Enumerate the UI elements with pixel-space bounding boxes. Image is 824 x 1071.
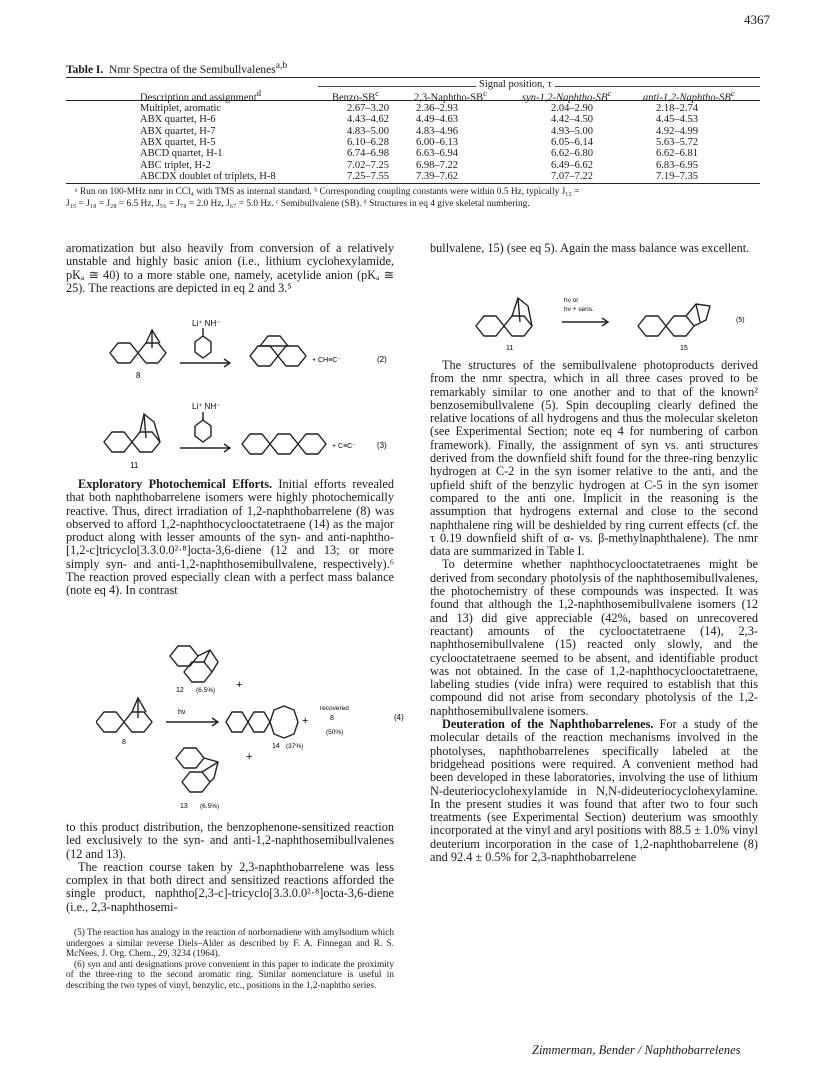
table-cell-description: ABC triplet, H-2 <box>140 159 211 171</box>
table-top-rule <box>66 77 760 78</box>
right-col-paragraph-3: To determine whether naphthocyclooctatetraenes might be derived from secondary photolysis of the naphthosemibullvalenes, the photochemistry of these compounds was inspected. It was found that although the 1,2-naphthosemibullvalene isomers (12 and 13) did give appreciable (42%, based on unrecovered reactant) amounts of the cyclooctatetraene (14), 2,3-naphthosemibullvalene (15) reacted only slowly, and the cyclooctatetraene seemed to be absent, and identifiable product was not obtained. In the case of 1,2-naphthocyclooctatetraene, labeling studies (vide infra) were required to establish that this compound did not arise from secondary photolysis of the 1,2-naphthosemibullvalene isomers. <box>430 557 758 718</box>
eq4-recovered-yield: (50%) <box>326 729 344 736</box>
eq5-number: (5) <box>736 317 745 324</box>
eq4-recovered-8: 8 <box>330 715 334 722</box>
eq4-number: (4) <box>394 713 404 722</box>
equation-2-drawing <box>100 318 400 388</box>
table-cell-value: 2.18–2.74 <box>656 103 698 114</box>
table-cell-value: 7.19–7.35 <box>656 170 698 182</box>
table-cell-value: 7.07–7.22 <box>551 170 593 182</box>
eq4-13-yield: (6.5%) <box>200 803 220 810</box>
eq3-compound-label: 11 <box>130 461 139 470</box>
table-cell-value: 6.62–6.81 <box>656 148 698 160</box>
table-cell-value: 5.63–5.72 <box>656 136 698 148</box>
table-cell-description: ABX quartet, H-7 <box>140 125 216 137</box>
eq3-byproduct: + C≡C⁻ <box>332 443 356 450</box>
col-header-2: syn-$1,2-Naphtho-SB^c$ <box>522 88 612 104</box>
eq2-compound-label: 8 <box>136 371 141 380</box>
table-label: Table I. <box>66 63 104 76</box>
table-cell-description: ABX quartet, H-6 <box>140 114 216 126</box>
section-head-deuteration: Deuteration of the Naphthobarrelenes. <box>442 717 654 732</box>
table-cell-description: ABCD quartet, H-1 <box>140 148 223 160</box>
table-cell-value: 6.83–6.95 <box>656 159 698 171</box>
eq4-13-label: 13 <box>180 803 188 810</box>
eq4-14-yield: (37%) <box>286 743 304 750</box>
equation-3-drawing <box>100 400 400 472</box>
table-cell-description: ABX quartet, H-5 <box>140 136 216 148</box>
table-cell-value: 7.02–7.25 <box>347 159 389 171</box>
eq4-8-label: 8 <box>122 739 126 746</box>
equation-5-drawing <box>474 282 764 354</box>
eq4-plus-mid: + <box>302 715 309 727</box>
table-cell-value: 7.39–7.62 <box>416 170 458 182</box>
col-header-0: Benzo-$SB^c$ <box>332 88 380 104</box>
footnote-6: (6) syn and anti designations prove convenient in this paper to indicate the proximity of the three-ring to the second aromatic ring. Similar nomenclature is useful in describing the two types of vinyl, benzylic, etc., positions in the 1,2-naphtho series. <box>66 959 394 991</box>
table-bottom-rule <box>66 183 760 184</box>
table-footnote-2: J₁₅ = J₁₈ = J₂₈ = 6.5 Hz, J₅₆ = J₇₈ = 2.0 Hz, J₆₇ = 5.0 Hz. ᶜ Semibullvalene (SB). ᵈ Structures in eq 4 give skeletal numbering. <box>66 199 530 209</box>
table-cell-value: 4.92–4.99 <box>656 125 698 137</box>
eq4-14-label: 14 <box>272 743 280 750</box>
section-head-photochemical: Exploratory Photochemical Efforts. <box>78 477 273 491</box>
equation-4-scheme <box>96 632 416 812</box>
table-title: Table I. Nmr Spectra of the Semibullvalenes$^{a,b}$ <box>66 60 288 76</box>
footnote-5: (5) The reaction has analogy in the reaction of norbornadiene with amylsodium which undergoes a similar reverse Diels–Alder as described by F. A. Finnegan and R. S. McNees, J. Org. Chem., 29, 3234 (1964). <box>66 928 394 960</box>
table-cell-value: 6.62–6.80 <box>551 148 593 160</box>
left-col-paragraph-4: The reaction course taken by 2,3-naphthobarrelene was less complex in that both direct and sensitized reactions afforded the single product, naphtho[2,3-c]-tricyclo[3.3.0.0²·⁸]octa-3,6-diene (i.e., 2,3-naphthosemi- <box>66 859 394 914</box>
eq5-condition-1: hν or <box>564 297 579 304</box>
right-col-paragraph-1: bullvalene, 15) (see eq 5). Again the mass balance was excellent. <box>430 241 750 255</box>
equation-2-scheme <box>100 318 400 388</box>
eq4-plus-top: + <box>236 679 243 691</box>
eq2-number: (2) <box>377 355 387 364</box>
table-cell-value: 4.83–4.96 <box>416 125 458 137</box>
table-cell-value: 4.45–4.53 <box>656 114 698 126</box>
col-header-3: anti-$1,2-Naphtho-SB^c$ <box>643 88 735 104</box>
table-cell-value: 6.05–6.14 <box>551 136 593 148</box>
table-title-text: Nmr Spectra of the Semibullvalenes <box>109 63 276 76</box>
left-col-footnotes <box>66 928 394 992</box>
table-cell-value: 6.74–6.98 <box>347 148 389 160</box>
equation-5-scheme <box>474 282 764 354</box>
eq2-reagent: Li⁺ NH⁻ <box>192 319 221 328</box>
signal-position-header: Signal position, τ <box>476 79 555 90</box>
table-cell-description: ABCDX doublet of triplets, H-8 <box>140 170 276 182</box>
eq4-hv: hν <box>178 709 186 716</box>
table-cell-value: 2.67–3.20 <box>347 103 389 114</box>
running-footer: Zimmerman, Bender / Naphthobarrelenes <box>532 1043 741 1057</box>
table-cell-value: 6.98–7.22 <box>416 159 458 171</box>
table-cell-value: 4.49–4.63 <box>416 114 458 126</box>
eq4-12-label: 12 <box>176 687 184 694</box>
table-cell-value: 6.49–6.62 <box>551 159 593 171</box>
eq5-15-label: 15 <box>680 345 688 352</box>
equation-3-scheme <box>100 400 400 472</box>
table-cell-value: 4.42–4.50 <box>551 114 593 126</box>
table-cell-description: Multiplet, aromatic <box>140 103 222 114</box>
eq4-12-yield: (6.5%) <box>196 687 216 694</box>
table-footnote-1: ᵃ Run on 100-MHz nmr in CCl₄ with TMS as internal standard. ᵇ Corresponding coupling constants were within 0.5 Hz, typically J₁₂ = <box>75 187 580 197</box>
table-cell-value: 6.10–6.28 <box>347 136 389 148</box>
page-number: 4367 <box>744 12 770 27</box>
table-cell-value: 2.36–2.93 <box>416 103 458 114</box>
eq4-plus-bottom: + <box>246 751 253 763</box>
table-cell-value: 2.04–2.90 <box>551 103 593 114</box>
eq4-recovered: recovered <box>320 705 349 712</box>
left-col-paragraph-1: aromatization but also heavily from conversion of a relatively unstable and highly basic anion (i.e., lithium cyclohexylamide, pKₐ ≅ 40) to a more stable one, namely, acetylide anion (pKₐ ≅ 25). The reactions are depicted in eq 2 and 3.⁵ <box>66 241 394 295</box>
col-header-1: $2,3-Naphtho-SB^c$ <box>414 88 488 104</box>
equation-4-drawing <box>96 632 416 812</box>
left-col-paragraph-3: to this product distribution, the benzophenone-sensitized reaction led exclusively to the syn- and anti-1,2-naphthosemibullvalenes (12 and 13). The reaction course taken by 2,3-naphthobarrelene was less complex in that both direct and sensitized reactions afforded the single product, naphtho[2,3-c]-tricyclo[3.3.0.0²·⁸]octa-3,6-diene (i.e., 2,3-naphthosemi- <box>66 820 394 914</box>
eq5-condition-2: hν + sens. <box>564 306 594 313</box>
col-description-header: Description and assignment$^d$ <box>140 88 262 104</box>
eq3-reagent: Li⁺ NH⁻ <box>192 402 221 411</box>
table-cell-value: 6.00–6.13 <box>416 136 458 148</box>
table-cell-value: 4.93–5.00 <box>551 125 593 137</box>
left-col-paragraph-2: Exploratory Photochemical Efforts. Initial efforts revealed that both naphthobarrelene isomers were highly photochemically reactive. Thus, direct irradiation of 1,2-naphthobarrelene (8) was observed to afford 1,2-naphthocyclooctatetraene (14) as the major product along with lesser amounts of the syn- and anti-naphtho-[1,2-c]tricyclo[3.3.0.0²·⁸]octa-3,6-diene (12 and 13; or more simply syn- and anti-1,2-naphthosemibullvalene, respectively).⁶ The reaction proved especially clean with a perfect mass balance (note eq 4). In contrast <box>66 477 394 598</box>
table-cell-value: 4.43–4.62 <box>347 114 389 126</box>
table-cell-value: 6.63–6.94 <box>416 148 458 160</box>
eq2-byproduct: + CH≡C⁻ <box>312 357 341 364</box>
eq3-number: (3) <box>377 441 387 450</box>
eq5-11-label: 11 <box>506 345 514 352</box>
table-cell-value: 7.25–7.55 <box>347 170 389 182</box>
right-col-paragraph-2: The structures of the semibullvalene photoproducts derived from the nmr spectra, which in all three cases proved to be remarkably similar to one another and to that of the known² benzosemibullvalene (5). Spin decoupling clearly defined the relative locations of all hydrogens and thus the molecular skeleton (see Experimental Section; note eq 4 for numbering of carbon framework). Finally, the assignment of syn vs. anti structures derived from the downfield shift found for the three-ring benzylic hydrogen at C-2 in the syn isomer relative to the anti, and the upfield shift of the benzylic hydrogen at C-5 in the syn isomer compared to the anti one. Implicit in the reasoning is the assumption that hydrogens external and close to the second naphthalene ring will be deshielded by ring current effects (cf. the τ 0.19 downfield shift of α- vs. β-methylnaphthalene). The nmr data are summarized in Table I. To determine whether naphthocyclooctatetraenes might be derived from secondary photolysis of the naphthosemibullvalenes, the photochemistry of these compounds was inspected. It was found that although the 1,2-naphthosemibullvalene isomers (12 and 13) did give appreciable (42%, based on unrecovered reactant) amounts of the cyclooctatetraene (14), 2,3-naphthosemibullvalene (15) reacted only slowly, and the cyclooctatetraene seemed to be absent, and identifiable product was not obtained. In the case of 1,2-naphthocyclooctatetraene, labeling studies (vide infra) were required to establish that this compound did not arise from secondary photolysis of the 1,2-naphthosemibullvalene isomers. Deuteration of the Naphthobarrelenes. For a study of the molecular details of the reaction mechanisms involved in the photolyses, naphthobarrelenes specifically labeled at the bridgehead positions were required. A convenient method had been developed in these laboratories, involving the use of lithium N-deuteriocyclohexylamide in N,N-dideuteriocyclohexylamine. In the present studies it was found that after two to four such treatments (see Experimental Section) deuterium was smoothly incorporated at the vinyl and aryl positions with 88.5 ± 1.0% vinyl deuterium incorporation in the case of 1,2-naphthobarrelene (8) and 92.4 ± 0.5% for 2,3-naphthobarrelene <box>430 358 759 864</box>
table-cell-value: 4.83–5.00 <box>347 125 389 137</box>
